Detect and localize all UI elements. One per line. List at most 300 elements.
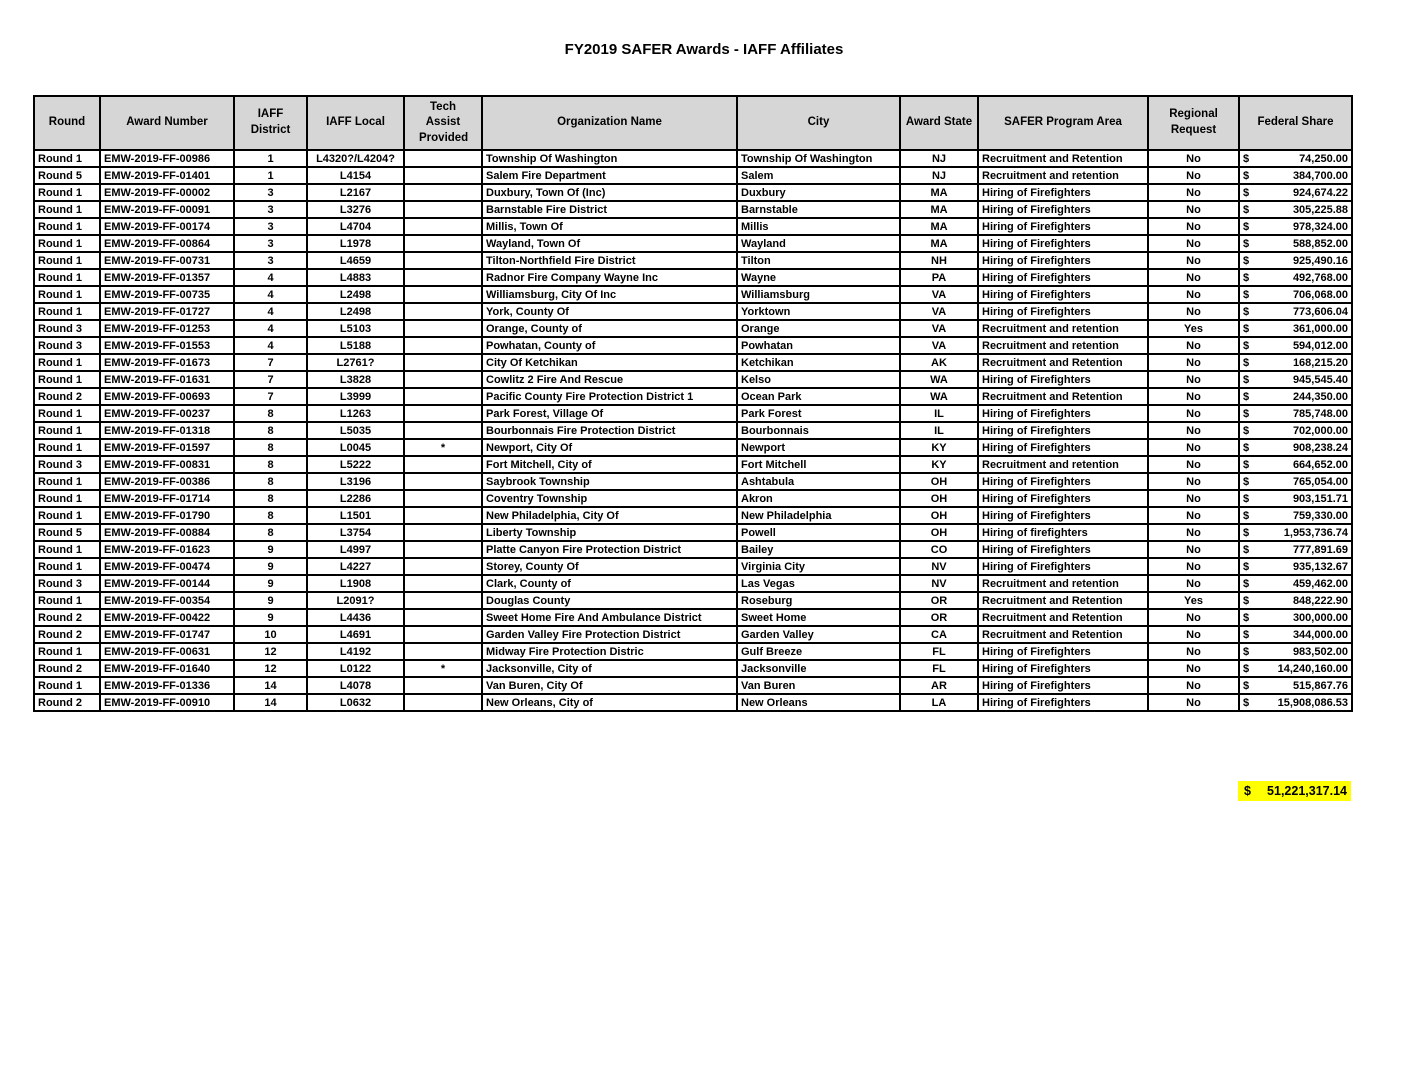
- cell-program: Hiring of Firefighters: [978, 473, 1148, 490]
- amount: 777,891.69: [1292, 543, 1348, 556]
- cell-iaff_district: 10: [234, 626, 307, 643]
- cell-iaff_district: 8: [234, 422, 307, 439]
- cell-federal_share: [1239, 677, 1352, 694]
- cell-round: Round 1: [34, 184, 100, 201]
- cell-iaff_district: 9: [234, 558, 307, 575]
- cell-city: Yorktown: [737, 303, 900, 320]
- currency-symbol: $: [1243, 458, 1250, 471]
- currency-symbol: $: [1243, 237, 1250, 250]
- cell-regional: No: [1148, 609, 1239, 626]
- cell-tech_assist: [404, 609, 482, 626]
- cell-round: Round 2: [34, 626, 100, 643]
- cell-city: Tilton: [737, 252, 900, 269]
- cell-award_number: EMW-2019-FF-01597: [100, 439, 234, 456]
- cell-tech_assist: [404, 337, 482, 354]
- cell-award_state: KY: [900, 439, 978, 456]
- cell-federal_share: [1239, 405, 1352, 422]
- cell-federal_share: [1239, 354, 1352, 371]
- currency-symbol: $: [1243, 407, 1250, 420]
- cell-round: Round 1: [34, 405, 100, 422]
- cell-tech_assist: [404, 592, 482, 609]
- federal-share-value: [1243, 442, 1348, 454]
- table-row: [34, 592, 1352, 609]
- cell-federal_share: [1239, 320, 1352, 337]
- cell-organization: Salem Fire Department: [482, 167, 737, 184]
- currency-symbol: $: [1243, 560, 1250, 573]
- currency-symbol: $: [1243, 441, 1250, 454]
- cell-organization: Radnor Fire Company Wayne Inc: [482, 269, 737, 286]
- cell-program: Hiring of Firefighters: [978, 422, 1148, 439]
- cell-regional: Yes: [1148, 320, 1239, 337]
- cell-program: Hiring of Firefighters: [978, 558, 1148, 575]
- cell-organization: Park Forest, Village Of: [482, 405, 737, 422]
- cell-iaff_local: L4659: [307, 252, 404, 269]
- federal-share-value: [1243, 340, 1348, 352]
- cell-iaff_local: L4320?/L4204?: [307, 150, 404, 167]
- table-row: [34, 507, 1352, 524]
- cell-iaff_local: L2761?: [307, 354, 404, 371]
- cell-iaff_district: 1: [234, 150, 307, 167]
- cell-tech_assist: [404, 269, 482, 286]
- cell-award_number: EMW-2019-FF-01336: [100, 677, 234, 694]
- cell-federal_share: [1239, 269, 1352, 286]
- cell-program: Hiring of Firefighters: [978, 507, 1148, 524]
- cell-federal_share: [1239, 456, 1352, 473]
- column-header-iaff_district: IAFF District: [234, 96, 307, 150]
- cell-iaff_local: L4192: [307, 643, 404, 660]
- cell-iaff_district: 4: [234, 269, 307, 286]
- federal-share-value: [1243, 187, 1348, 199]
- table-row: [34, 439, 1352, 456]
- cell-program: Hiring of Firefighters: [978, 286, 1148, 303]
- cell-round: Round 1: [34, 150, 100, 167]
- cell-iaff_local: L4154: [307, 167, 404, 184]
- cell-organization: Van Buren, City Of: [482, 677, 737, 694]
- cell-federal_share: [1239, 422, 1352, 439]
- amount: 15,908,086.53: [1277, 696, 1348, 709]
- cell-city: Las Vegas: [737, 575, 900, 592]
- cell-regional: No: [1148, 575, 1239, 592]
- table-row: [34, 235, 1352, 252]
- cell-award_number: EMW-2019-FF-01357: [100, 269, 234, 286]
- cell-iaff_local: L1501: [307, 507, 404, 524]
- amount: 848,222.90: [1292, 594, 1348, 607]
- amount: 935,132.67: [1292, 560, 1348, 573]
- table-row: [34, 337, 1352, 354]
- cell-award_state: WA: [900, 371, 978, 388]
- amount: 773,606.04: [1292, 305, 1348, 318]
- cell-award_state: CO: [900, 541, 978, 558]
- cell-organization: Pacific County Fire Protection District 1: [482, 388, 737, 405]
- column-header-city: City: [737, 96, 900, 150]
- column-header-award_state: Award State: [900, 96, 978, 150]
- cell-federal_share: [1239, 473, 1352, 490]
- cell-tech_assist: [404, 354, 482, 371]
- cell-program: Recruitment and Retention: [978, 388, 1148, 405]
- cell-tech_assist: [404, 303, 482, 320]
- federal-share-value: [1243, 408, 1348, 420]
- cell-program: Hiring of Firefighters: [978, 218, 1148, 235]
- cell-organization: Williamsburg, City Of Inc: [482, 286, 737, 303]
- amount: 1,953,736.74: [1283, 526, 1348, 539]
- cell-iaff_local: L5222: [307, 456, 404, 473]
- cell-regional: No: [1148, 286, 1239, 303]
- cell-round: Round 1: [34, 558, 100, 575]
- federal-share-value: [1243, 544, 1348, 556]
- table-row: [34, 303, 1352, 320]
- cell-program: Recruitment and retention: [978, 320, 1148, 337]
- amount: 244,350.00: [1292, 390, 1348, 403]
- cell-iaff_district: 4: [234, 337, 307, 354]
- cell-regional: Yes: [1148, 592, 1239, 609]
- cell-award_number: EMW-2019-FF-00354: [100, 592, 234, 609]
- amount: 759,330.00: [1292, 509, 1348, 522]
- amount: 908,238.24: [1292, 441, 1348, 454]
- cell-city: Park Forest: [737, 405, 900, 422]
- cell-award_number: EMW-2019-FF-00002: [100, 184, 234, 201]
- cell-regional: No: [1148, 660, 1239, 677]
- grand-total-row: [33, 781, 1351, 801]
- currency-symbol: $: [1244, 784, 1251, 798]
- cell-iaff_district: 1: [234, 167, 307, 184]
- cell-organization: Garden Valley Fire Protection District: [482, 626, 737, 643]
- federal-share-value: [1243, 289, 1348, 301]
- amount: 924,674.22: [1292, 186, 1348, 199]
- cell-program: Hiring of Firefighters: [978, 541, 1148, 558]
- cell-iaff_district: 14: [234, 677, 307, 694]
- cell-tech_assist: [404, 371, 482, 388]
- cell-iaff_local: L4883: [307, 269, 404, 286]
- cell-award_state: KY: [900, 456, 978, 473]
- cell-award_number: EMW-2019-FF-01318: [100, 422, 234, 439]
- cell-round: Round 5: [34, 524, 100, 541]
- cell-tech_assist: [404, 388, 482, 405]
- federal-share-value: [1243, 697, 1348, 709]
- cell-iaff_local: L5103: [307, 320, 404, 337]
- cell-regional: No: [1148, 252, 1239, 269]
- federal-share-value: [1243, 238, 1348, 250]
- cell-tech_assist: [404, 218, 482, 235]
- cell-federal_share: [1239, 694, 1352, 711]
- cell-regional: No: [1148, 677, 1239, 694]
- cell-round: Round 3: [34, 575, 100, 592]
- cell-iaff_local: L3754: [307, 524, 404, 541]
- cell-tech_assist: [404, 405, 482, 422]
- cell-regional: No: [1148, 371, 1239, 388]
- cell-tech_assist: [404, 558, 482, 575]
- cell-round: Round 2: [34, 694, 100, 711]
- cell-federal_share: [1239, 371, 1352, 388]
- cell-round: Round 1: [34, 371, 100, 388]
- cell-city: Orange: [737, 320, 900, 337]
- cell-federal_share: [1239, 184, 1352, 201]
- federal-share-value: [1243, 578, 1348, 590]
- currency-symbol: $: [1243, 271, 1250, 284]
- cell-iaff_local: L1908: [307, 575, 404, 592]
- cell-tech_assist: [404, 201, 482, 218]
- cell-award_state: LA: [900, 694, 978, 711]
- cell-iaff_district: 7: [234, 371, 307, 388]
- cell-round: Round 2: [34, 660, 100, 677]
- cell-federal_share: [1239, 337, 1352, 354]
- cell-iaff_local: L0045: [307, 439, 404, 456]
- cell-round: Round 1: [34, 354, 100, 371]
- federal-share-value: [1243, 221, 1348, 233]
- cell-city: Bourbonnais: [737, 422, 900, 439]
- cell-round: Round 2: [34, 609, 100, 626]
- currency-symbol: $: [1243, 577, 1250, 590]
- cell-organization: Jacksonville, City of: [482, 660, 737, 677]
- cell-iaff_district: 9: [234, 541, 307, 558]
- currency-symbol: $: [1243, 305, 1250, 318]
- cell-regional: No: [1148, 439, 1239, 456]
- page-title: FY2019 SAFER Awards - IAFF Affiliates: [564, 41, 844, 58]
- cell-program: Recruitment and retention: [978, 337, 1148, 354]
- cell-iaff_district: 12: [234, 660, 307, 677]
- cell-regional: No: [1148, 524, 1239, 541]
- cell-city: Newport: [737, 439, 900, 456]
- cell-award_number: EMW-2019-FF-00386: [100, 473, 234, 490]
- cell-program: Recruitment and Retention: [978, 354, 1148, 371]
- cell-federal_share: [1239, 303, 1352, 320]
- amount: 978,324.00: [1292, 220, 1348, 233]
- table-row: [34, 558, 1352, 575]
- cell-city: Gulf Breeze: [737, 643, 900, 660]
- cell-regional: No: [1148, 303, 1239, 320]
- cell-iaff_district: 8: [234, 439, 307, 456]
- federal-share-value: [1243, 595, 1348, 607]
- table-row: [34, 269, 1352, 286]
- table-row: [34, 456, 1352, 473]
- cell-award_number: EMW-2019-FF-00731: [100, 252, 234, 269]
- cell-program: Hiring of Firefighters: [978, 201, 1148, 218]
- cell-regional: No: [1148, 541, 1239, 558]
- cell-award_state: VA: [900, 303, 978, 320]
- cell-award_state: MA: [900, 201, 978, 218]
- cell-regional: No: [1148, 456, 1239, 473]
- cell-city: Garden Valley: [737, 626, 900, 643]
- cell-award_state: OH: [900, 524, 978, 541]
- currency-symbol: $: [1243, 424, 1250, 437]
- cell-iaff_district: 4: [234, 303, 307, 320]
- cell-iaff_local: L2498: [307, 303, 404, 320]
- cell-award_state: NJ: [900, 167, 978, 184]
- cell-regional: No: [1148, 269, 1239, 286]
- cell-organization: Cowlitz 2 Fire And Rescue: [482, 371, 737, 388]
- cell-round: Round 1: [34, 218, 100, 235]
- cell-award_state: MA: [900, 218, 978, 235]
- cell-iaff_local: L2498: [307, 286, 404, 303]
- cell-organization: Sweet Home Fire And Ambulance District: [482, 609, 737, 626]
- column-header-federal_share: Federal Share: [1239, 96, 1352, 150]
- cell-city: Ashtabula: [737, 473, 900, 490]
- cell-award_state: OR: [900, 609, 978, 626]
- cell-award_number: EMW-2019-FF-00422: [100, 609, 234, 626]
- cell-award_number: EMW-2019-FF-00631: [100, 643, 234, 660]
- cell-award_number: EMW-2019-FF-01253: [100, 320, 234, 337]
- cell-organization: Barnstable Fire District: [482, 201, 737, 218]
- cell-round: Round 1: [34, 490, 100, 507]
- cell-federal_share: [1239, 490, 1352, 507]
- table-row: [34, 541, 1352, 558]
- cell-city: Kelso: [737, 371, 900, 388]
- cell-round: Round 1: [34, 541, 100, 558]
- cell-city: Wayne: [737, 269, 900, 286]
- cell-award_number: EMW-2019-FF-00237: [100, 405, 234, 422]
- table-row: [34, 677, 1352, 694]
- cell-award_state: OH: [900, 507, 978, 524]
- cell-federal_share: [1239, 660, 1352, 677]
- cell-award_number: EMW-2019-FF-01553: [100, 337, 234, 354]
- cell-federal_share: [1239, 524, 1352, 541]
- cell-organization: Platte Canyon Fire Protection District: [482, 541, 737, 558]
- cell-tech_assist: [404, 167, 482, 184]
- cell-iaff_local: L3999: [307, 388, 404, 405]
- column-header-round: Round: [34, 96, 100, 150]
- cell-round: Round 5: [34, 167, 100, 184]
- cell-regional: No: [1148, 150, 1239, 167]
- table-row: [34, 167, 1352, 184]
- column-header-regional: Regional Request: [1148, 96, 1239, 150]
- federal-share-value: [1243, 204, 1348, 216]
- amount: 664,652.00: [1292, 458, 1348, 471]
- cell-round: Round 2: [34, 388, 100, 405]
- federal-share-value: [1243, 153, 1348, 165]
- table-row: [34, 626, 1352, 643]
- cell-city: New Orleans: [737, 694, 900, 711]
- cell-city: Barnstable: [737, 201, 900, 218]
- federal-share-value: [1243, 391, 1348, 403]
- cell-award_number: EMW-2019-FF-00910: [100, 694, 234, 711]
- table-row: [34, 201, 1352, 218]
- cell-organization: Coventry Township: [482, 490, 737, 507]
- cell-program: Recruitment and Retention: [978, 609, 1148, 626]
- cell-tech_assist: [404, 643, 482, 660]
- cell-round: Round 1: [34, 643, 100, 660]
- currency-symbol: $: [1243, 186, 1250, 199]
- cell-regional: No: [1148, 235, 1239, 252]
- currency-symbol: $: [1243, 169, 1250, 182]
- currency-symbol: $: [1243, 203, 1250, 216]
- cell-federal_share: [1239, 252, 1352, 269]
- cell-iaff_local: L2167: [307, 184, 404, 201]
- cell-iaff_district: 3: [234, 184, 307, 201]
- currency-symbol: $: [1243, 339, 1250, 352]
- column-header-award_number: Award Number: [100, 96, 234, 150]
- cell-organization: New Orleans, City of: [482, 694, 737, 711]
- cell-award_state: WA: [900, 388, 978, 405]
- amount: 361,000.00: [1292, 322, 1348, 335]
- cell-iaff_district: 3: [234, 235, 307, 252]
- cell-organization: New Philadelphia, City Of: [482, 507, 737, 524]
- amount: 903,151.71: [1292, 492, 1348, 505]
- cell-federal_share: [1239, 150, 1352, 167]
- cell-city: Virginia City: [737, 558, 900, 575]
- cell-iaff_local: L4436: [307, 609, 404, 626]
- cell-award_state: AK: [900, 354, 978, 371]
- cell-program: Hiring of Firefighters: [978, 694, 1148, 711]
- federal-share-value: [1243, 629, 1348, 641]
- awards-table: [33, 95, 1353, 712]
- cell-organization: Powhatan, County of: [482, 337, 737, 354]
- table-row: [34, 150, 1352, 167]
- cell-round: Round 1: [34, 439, 100, 456]
- cell-federal_share: [1239, 575, 1352, 592]
- cell-round: Round 1: [34, 677, 100, 694]
- amount: 74,250.00: [1299, 152, 1348, 165]
- cell-award_state: MA: [900, 184, 978, 201]
- currency-symbol: $: [1243, 696, 1250, 709]
- cell-organization: Orange, County of: [482, 320, 737, 337]
- cell-iaff_district: 12: [234, 643, 307, 660]
- cell-iaff_local: L4691: [307, 626, 404, 643]
- cell-federal_share: [1239, 609, 1352, 626]
- currency-symbol: $: [1243, 492, 1250, 505]
- cell-tech_assist: [404, 524, 482, 541]
- cell-award_state: VA: [900, 337, 978, 354]
- cell-iaff_district: 8: [234, 524, 307, 541]
- cell-award_number: EMW-2019-FF-00831: [100, 456, 234, 473]
- table-row: [34, 320, 1352, 337]
- cell-city: Sweet Home: [737, 609, 900, 626]
- cell-iaff_local: L0632: [307, 694, 404, 711]
- cell-award_state: VA: [900, 286, 978, 303]
- cell-organization: Township Of Washington: [482, 150, 737, 167]
- cell-award_number: EMW-2019-FF-00174: [100, 218, 234, 235]
- cell-program: Hiring of Firefighters: [978, 643, 1148, 660]
- column-header-iaff_local: IAFF Local: [307, 96, 404, 150]
- cell-round: Round 3: [34, 320, 100, 337]
- cell-iaff_district: 9: [234, 575, 307, 592]
- federal-share-value: [1243, 357, 1348, 369]
- currency-symbol: $: [1243, 356, 1250, 369]
- cell-iaff_district: 3: [234, 252, 307, 269]
- table-row: [34, 490, 1352, 507]
- currency-symbol: $: [1243, 662, 1250, 675]
- grand-total-amount: 51,221,317.14: [1267, 784, 1347, 798]
- cell-federal_share: [1239, 439, 1352, 456]
- cell-round: Round 1: [34, 507, 100, 524]
- amount: 765,054.00: [1292, 475, 1348, 488]
- cell-round: Round 1: [34, 235, 100, 252]
- cell-award_number: EMW-2019-FF-01727: [100, 303, 234, 320]
- cell-organization: Saybrook Township: [482, 473, 737, 490]
- cell-award_state: NV: [900, 575, 978, 592]
- federal-share-value: [1243, 323, 1348, 335]
- cell-iaff_district: 3: [234, 218, 307, 235]
- cell-award_state: PA: [900, 269, 978, 286]
- cell-iaff_local: L5035: [307, 422, 404, 439]
- cell-iaff_local: L3828: [307, 371, 404, 388]
- cell-iaff_local: L3196: [307, 473, 404, 490]
- cell-federal_share: [1239, 201, 1352, 218]
- amount: 785,748.00: [1292, 407, 1348, 420]
- cell-iaff_district: 14: [234, 694, 307, 711]
- cell-organization: Duxbury, Town Of (Inc): [482, 184, 737, 201]
- federal-share-value: [1243, 510, 1348, 522]
- amount: 384,700.00: [1292, 169, 1348, 182]
- cell-tech_assist: [404, 252, 482, 269]
- cell-round: Round 1: [34, 269, 100, 286]
- cell-tech_assist: [404, 150, 482, 167]
- federal-share-value: [1243, 561, 1348, 573]
- cell-program: Hiring of Firefighters: [978, 405, 1148, 422]
- table-row: [34, 643, 1352, 660]
- cell-city: Millis: [737, 218, 900, 235]
- cell-award_state: NH: [900, 252, 978, 269]
- cell-iaff_local: L1978: [307, 235, 404, 252]
- cell-city: Ocean Park: [737, 388, 900, 405]
